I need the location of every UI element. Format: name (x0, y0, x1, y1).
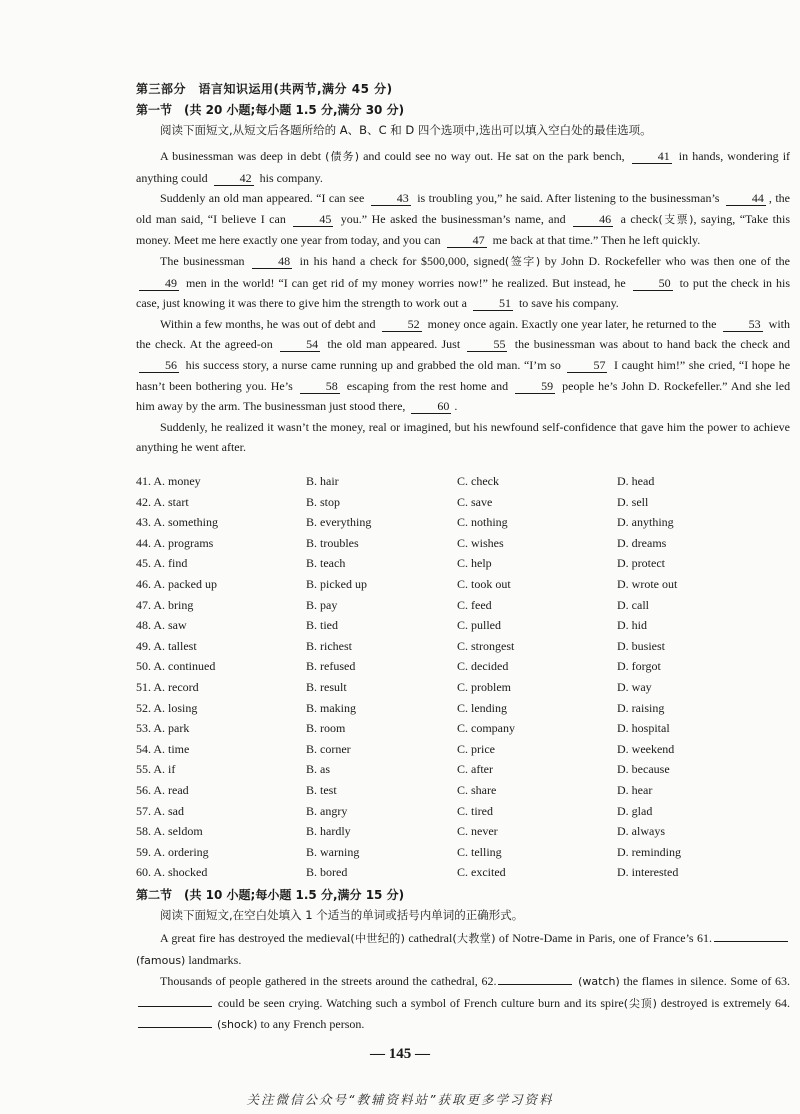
question-options: 45. A. find B. teach C. help D. protect (136, 556, 665, 571)
blank-45: 45 (293, 213, 333, 227)
paragraph: Suddenly, he realized it wasn’t the money, real or imagined, but his newfound self-confidence that gave him the power to achieve anything he went after. (136, 419, 790, 455)
blank-42: 42 (214, 172, 254, 186)
blank-48: 48 (252, 255, 292, 269)
question-options: 48. A. saw B. tied C. pulled D. hid (136, 618, 647, 633)
question-options: 46. A. packed up B. picked up C. took out D. wrote out (136, 576, 678, 591)
question-63: 63. (775, 974, 790, 988)
question-options: 60. A. shocked B. bored C. excited D. interested (136, 865, 679, 880)
section2-instruction: 阅读下面短文,在空白处填入 1 个适当的单词或括号内单词的正确形式。 (160, 908, 524, 922)
question-options: 47. A. bring B. pay C. feed D. call (136, 597, 649, 612)
question-61: 61. (697, 931, 712, 945)
blank-47: 47 (447, 234, 487, 248)
question-options: 49. A. tallest B. richest C. strongest D. busiest (136, 638, 665, 653)
question-62: 62. (481, 974, 497, 988)
blank-44: 44 (726, 192, 766, 206)
question-options: 58. A. seldom B. hardly C. never D. always (136, 824, 665, 839)
blank-60: 60 (411, 400, 451, 414)
paragraph: Within a few months, he was out of debt and 52 money once again. Exactly one year later, he returned to the 53 with the check. At the agreed-on 54 the old man appeared. Just 55 the businessman was about to hand back the check and 56 his success story, a nurse came running up and grabbed the old man. “I’m so 57 I caught him!” she cried, “I hope he hasn’t been bothering you. He’s 58 escaping from the rest home and 59 people he’s John D. Rockefeller.” And she led him away by the arm. The businessman just stood there, 60 . (136, 316, 791, 414)
blank-57: 57 (567, 359, 607, 373)
question-options: 42. A. start B. stop C. save D. sell (136, 494, 649, 509)
paragraph: A great fire has destroyed the medieval(中世纪的) cathedral(大教堂) of Notre-Dame in Paris, one of France’s 61. (famous) landmarks. (136, 928, 790, 971)
footer-note: 关注微信公众号“教辅资料站”获取更多学习资料 (246, 1092, 554, 1107)
paragraph: Thousands of people gathered in the streets around the cathedral, 62. (watch) the flames in silence. Some of 63. could be seen crying. Watching such a symbol of French culture burn and its spire(尖顶) destroyed is extremely 64. (shock) to any French person. (136, 971, 790, 1036)
question-options: 44. A. programs B. troubles C. wishes D. dreams (136, 535, 667, 550)
question-options: 50. A. continued B. refused C. decided D. forgot (136, 659, 661, 674)
question-options: 56. A. read B. test C. share D. hear (136, 782, 653, 797)
blank-55: 55 (467, 338, 507, 352)
blank-53: 53 (723, 318, 763, 332)
blank-52: 52 (382, 318, 422, 332)
answer-options (136, 474, 790, 886)
question-options: 59. A. ordering B. warning C. telling D. reminding (136, 844, 681, 859)
part-heading: 第三部分 语言知识运用(共两节,满分 45 分) (136, 82, 393, 96)
paragraph: A businessman was deep in debt (债务) and could see no way out. He sat on the park bench, 41 in hands, wondering if anything could 42 his company. (136, 149, 791, 185)
answer-blank-61[interactable] (714, 929, 788, 942)
question-options: 57. A. sad B. angry C. tired D. glad (136, 803, 653, 818)
blank-54: 54 (280, 338, 320, 352)
cloze-passage (136, 146, 790, 458)
section1-heading: 第一节 (共 20 小题;每小题 1.5 分,满分 30 分) (136, 103, 405, 117)
question-options: 43. A. something B. everything C. nothing D. anything (136, 515, 674, 530)
blank-56: 56 (139, 359, 179, 373)
question-options: 53. A. park B. room C. company D. hospital (136, 721, 670, 736)
paragraph: The businessman 48 in his hand a check for $500,000, signed(签字) by John D. Rockefeller who was then one of the 49 men in the world! “I can get rid of my money worries now!” he realized. But instead, he 50 to put the check in his case, just knowing it was there to give him the strength to work out a 51 to save his company. (136, 253, 791, 311)
answer-blank-64[interactable] (138, 1015, 212, 1028)
question-options: 51. A. record B. result C. problem D. way (136, 679, 652, 694)
answer-blank-62[interactable] (498, 972, 572, 985)
question-options: 55. A. if B. as C. after D. because (136, 762, 670, 777)
blank-43: 43 (371, 192, 411, 206)
section1-instruction: 阅读下面短文,从短文后各题所给的 A、B、C 和 D 四个选项中,选出可以填入空白处的最佳选项。 (160, 123, 652, 137)
question-options: 54. A. time B. corner C. price D. weekend (136, 741, 675, 756)
question-64: 64. (775, 995, 791, 1010)
question-options: 41. A. money B. hair C. check D. head (136, 474, 655, 488)
blank-49: 49 (139, 277, 179, 291)
question-options: 52. A. losing B. making C. lending D. raising (136, 700, 665, 715)
answer-blank-63[interactable] (138, 994, 212, 1007)
page-number: — 145 — (370, 1046, 430, 1062)
blank-51: 51 (473, 297, 513, 311)
section2-heading: 第二节 (共 10 小题;每小题 1.5 分,满分 15 分) (136, 888, 405, 902)
paragraph: Suddenly an old man appeared. “I can see 43 is troubling you,” he said. After listening to the businessman’s 44 , the old man said, “I believe I can 45 you.” He asked the businessman’s name, and 46 a check(支票), saying, “Take this money. Meet me here exactly one year from today, and you can 47 me back at that time.” Then he left quickly. (136, 191, 791, 248)
blank-50: 50 (633, 277, 673, 291)
blank-58: 58 (300, 380, 340, 394)
blank-59: 59 (515, 380, 555, 394)
blank-46: 46 (573, 213, 613, 227)
blank-41: 41 (632, 150, 672, 164)
grammar-fill-passage (136, 928, 790, 1036)
